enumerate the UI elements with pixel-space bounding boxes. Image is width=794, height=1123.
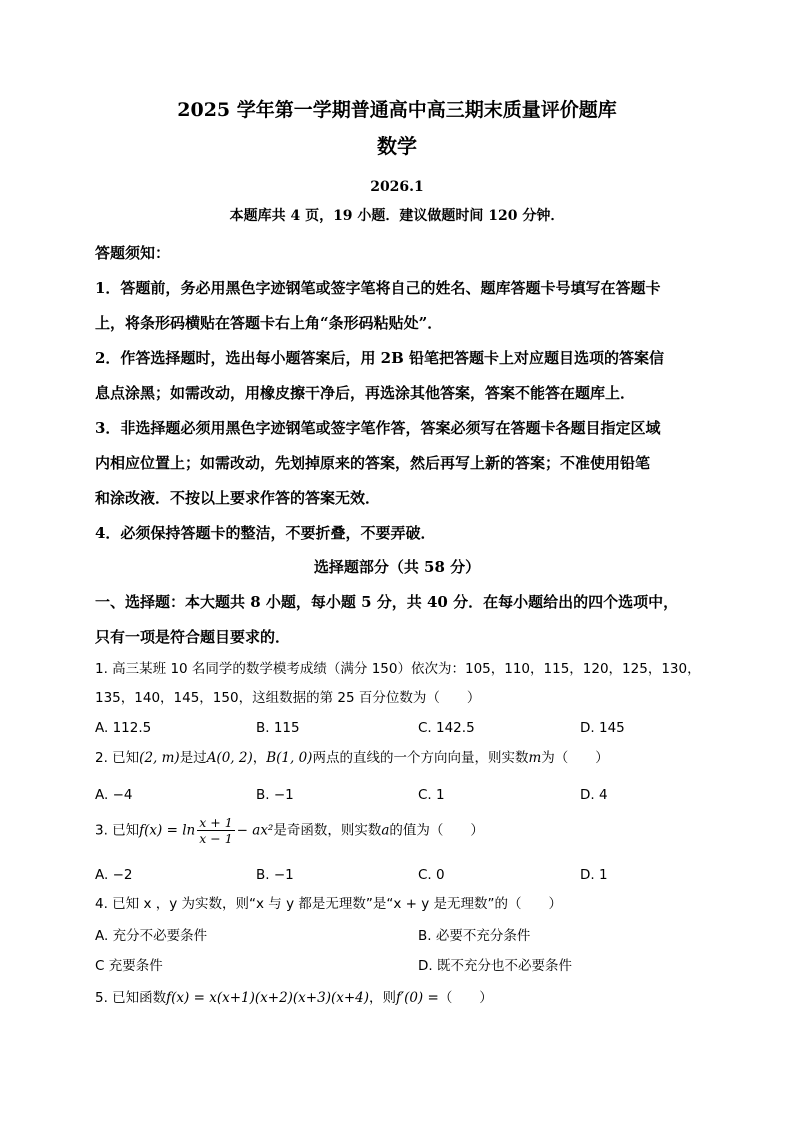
q2-text: 两点的直线的一个方向向量，则实数 [312,750,529,766]
q3-numerator: x + 1 [199,815,233,830]
exam-intro: 本题库共 4 页，19 小题．建议做题时间 120 分钟． [229,208,565,224]
exam-subject: 数学 [377,134,417,158]
question-2-option-a: A. −4 [95,787,133,803]
question-1-option-c: C. 142.5 [418,720,475,736]
q3-fraction [197,815,234,846]
q2-var: m [528,750,542,766]
q5-derivative: f′(0) = [396,990,439,1006]
question-2-text [95,752,609,766]
question-2-option-d: D. 4 [580,787,608,803]
question-3-option-d: D. 1 [580,867,608,883]
question-1-text: 1. 高三某班 10 名同学的数学模考成绩（满分 150）依次为：105，110，115，120，125，130， [95,661,701,677]
question-4-option-c: C 充要条件 [95,958,163,974]
q3-func: f(x) = ln [139,822,196,839]
q3-denominator: x − 1 [199,831,233,846]
q5-suffix: （ ） [438,990,493,1006]
notice-line: 内相应位置上；如需改动，先划掉原来的答案，然后再写上新的答案；不准使用铅笔 [95,454,651,472]
question-1-option-a: A. 112.5 [95,720,152,736]
section-heading: 一、选择题：本大题共 8 小题，每小题 5 分，共 40 分．在每小题给出的四个选项中， [95,593,679,611]
q2-suffix: 为（ ） [541,750,609,766]
notice-line: 上，将条形码横贴在答题卡右上角“条形码粘贴处”． [95,314,443,332]
q2-text: 是过 [179,750,207,766]
notice-line: 4．必须保持答题卡的整洁，不要折叠，不要弄破． [95,524,436,542]
exam-date: 2026.1 [370,179,424,195]
notice-line: 和涂改液．不按以上要求作答的答案无效． [95,489,381,507]
q5-text: ，则 [369,990,397,1006]
notice-line: 3．非选择题必须用黑色字迹钢笔或签字笔作答，答案必须写在答题卡各题目指定区域 [95,419,661,437]
question-5-text [95,992,493,1006]
q3-suffix: 的值为（ ） [389,822,484,839]
question-1-option-b: B. 115 [256,720,300,736]
question-3-option-c: C. 0 [418,867,445,883]
question-1-text: 135，140，145，150，这组数据的第 25 百分位数为（ ） [95,690,481,706]
exam-title: 2025 学年第一学期普通高中高三期末质量评价题库 [177,99,617,121]
question-3-option-a: A. −2 [95,867,133,883]
section-heading: 只有一项是符合题目要求的． [95,628,291,646]
q2-vector: (2, m) [139,750,180,766]
question-2-option-c: C. 1 [418,787,445,803]
q3-var: a [381,822,390,839]
question-2-option-b: B. −1 [256,787,294,803]
notice-heading: 答题须知： [95,244,171,262]
q3-prefix: 3. 已知 [95,822,140,839]
q2-separator: ， [252,750,267,766]
q2-point-b: B(1, 0) [266,750,313,766]
question-4-text: 4. 已知 x ，y 为实数，则“x 与 y 都是无理数”是“x + y 是无理数”的（ ） [95,896,563,912]
q3-tail: − ax² [236,822,274,839]
q2-point-a: A(0, 2) [206,750,253,766]
q2-prefix: 2. 已知 [95,750,140,766]
q3-text: 是奇函数，则实数 [273,822,382,839]
notice-line: 2．作答选择题时，选出每小题答案后，用 2B 铅笔把答题卡上对应题目选项的答案信 [95,349,665,367]
notice-line: 息点涂黑；如需改动，用橡皮擦干净后，再选涂其他答案，答案不能答在题库上． [95,384,636,402]
q5-prefix: 5. 已知函数 [95,990,167,1006]
question-4-option-a: A. 充分不必要条件 [95,928,208,944]
section-title: 选择题部分（共 58 分） [313,558,481,576]
notice-line: 1．答题前，务必用黑色字迹钢笔或签字笔将自己的姓名、题库答题卡号填写在答题卡 [95,279,661,297]
question-4-option-b: B. 必要不充分条件 [418,928,531,944]
question-1-option-d: D. 145 [580,720,625,736]
q5-expression: f(x) = x(x+1)(x+2)(x+3)(x+4) [166,990,370,1006]
question-3-option-b: B. −1 [256,867,294,883]
question-4-option-d: D. 既不充分也不必要条件 [418,958,572,974]
question-3-text [95,815,484,846]
